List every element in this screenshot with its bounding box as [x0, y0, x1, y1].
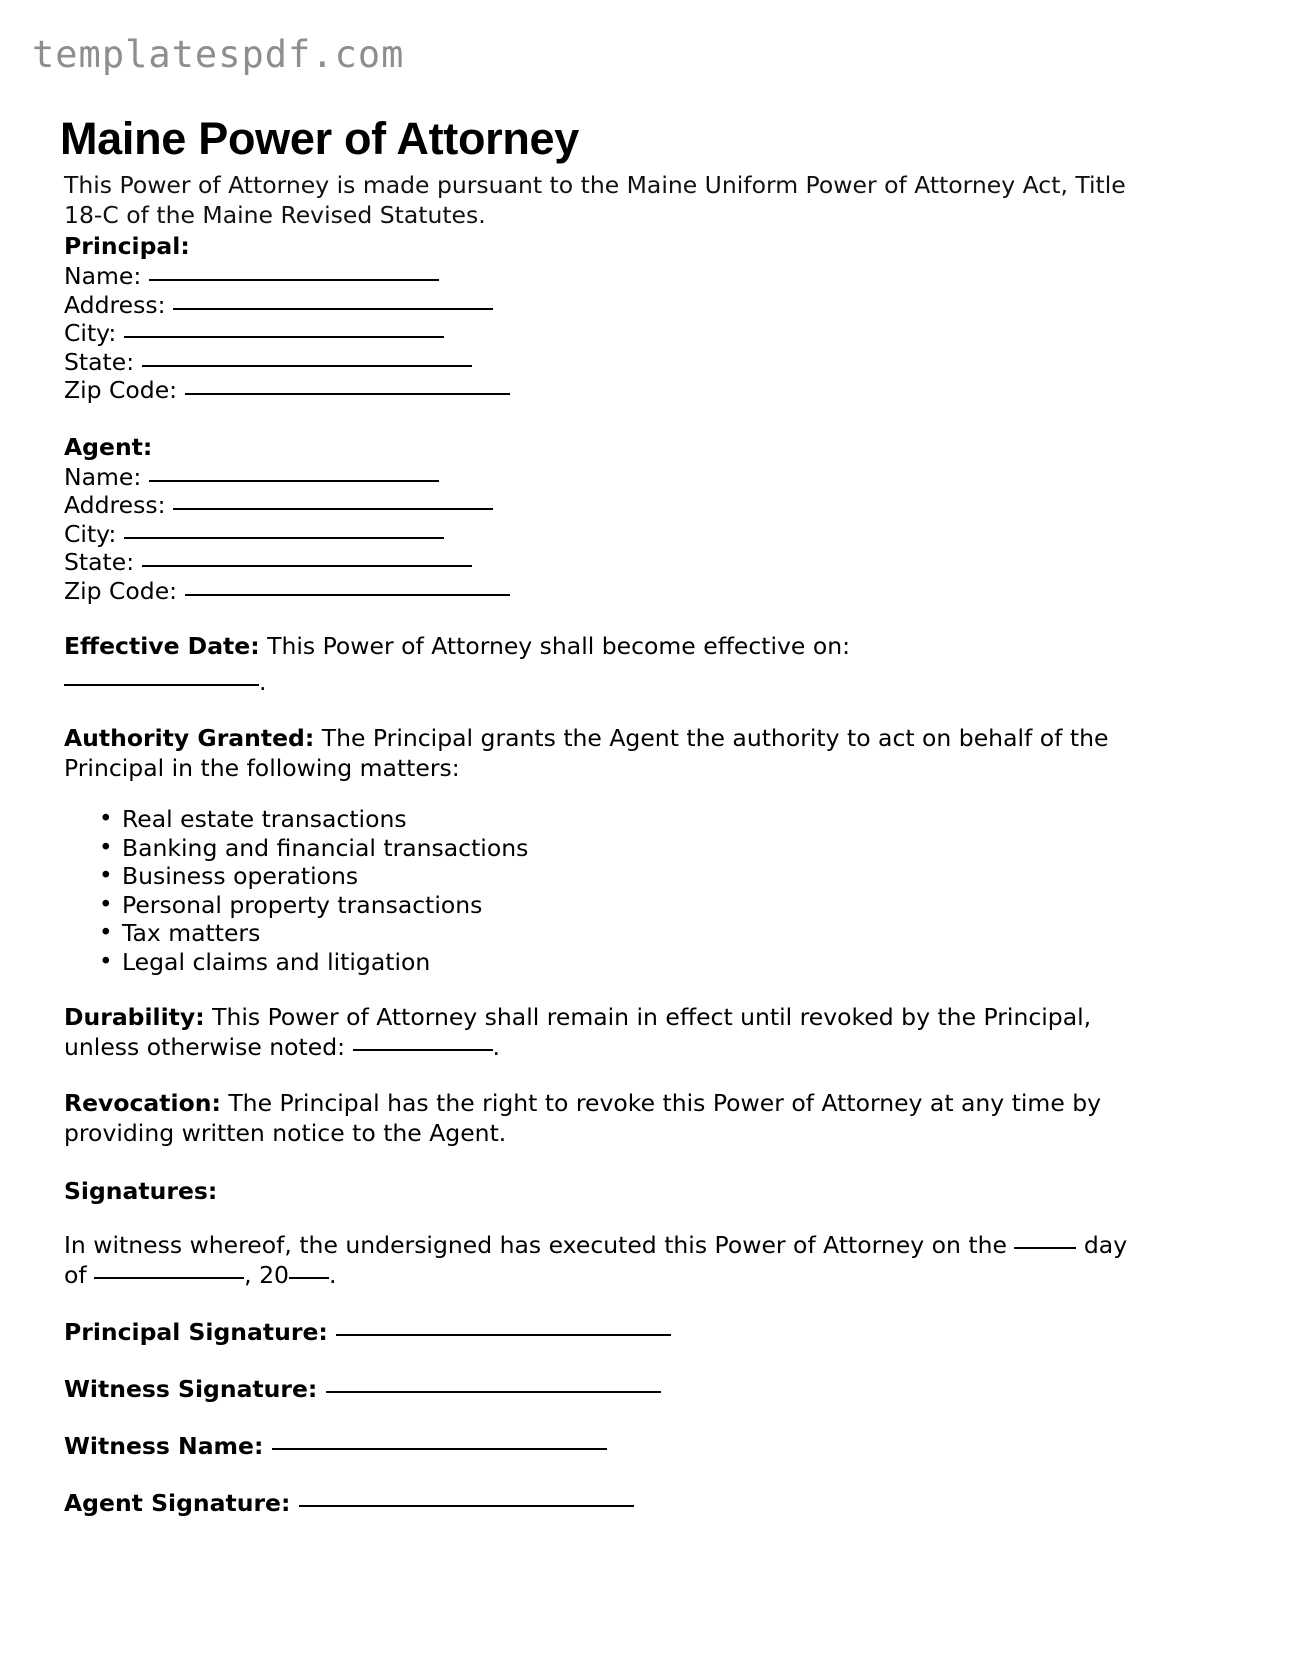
effective-date-period: .: [259, 668, 267, 696]
principal-zip-field: [64, 376, 1154, 405]
agent-state-blank[interactable]: [142, 565, 472, 567]
agent-city-blank[interactable]: [124, 537, 444, 539]
list-item: • Real estate transactions: [122, 805, 1154, 834]
witness-text-part1: In witness whereof, the undersigned has executed this Power of Attorney on the: [64, 1231, 1015, 1259]
principal-zip-blank[interactable]: [185, 393, 510, 395]
authority-matters-list: [64, 805, 1154, 976]
authority-granted-label: Authority Granted:: [64, 724, 315, 752]
witness-signature-row: [64, 1374, 1154, 1404]
field-label: Zip Code:: [64, 576, 178, 605]
agent-zip-field: [64, 577, 1154, 606]
agent-signature-row: [64, 1488, 1154, 1518]
field-label: State:: [64, 548, 135, 576]
durability-blank[interactable]: [353, 1049, 493, 1051]
agent-block: [64, 431, 1154, 606]
principal-address-blank[interactable]: [173, 308, 493, 310]
execution-year-blank[interactable]: [289, 1277, 329, 1279]
witness-statement: [64, 1230, 1154, 1290]
field-label: State:: [64, 347, 135, 376]
authority-granted-text: The Principal grants the Agent the authority to act on behalf of the Principal in the following matters:: [64, 724, 1109, 782]
list-item: • Tax matters: [122, 919, 1154, 948]
principal-signature-label: Principal Signature:: [64, 1318, 328, 1346]
effective-date-label: Effective Date:: [64, 632, 260, 660]
principal-state-field: [64, 348, 1154, 377]
document-body: [64, 170, 1154, 1518]
principal-signature-blank[interactable]: [336, 1334, 671, 1336]
witness-text-part2: day of: [64, 1231, 1128, 1289]
witness-signature-label: Witness Signature:: [64, 1375, 318, 1403]
agent-signature-blank[interactable]: [299, 1505, 634, 1507]
agent-name-blank[interactable]: [149, 480, 439, 482]
field-label: Name:: [64, 462, 142, 491]
agent-address-blank[interactable]: [173, 508, 493, 510]
field-label: Address:: [64, 491, 166, 519]
agent-state-field: [64, 548, 1154, 577]
principal-heading: Principal:: [64, 232, 190, 260]
page-title: Maine Power of Attorney: [60, 113, 579, 165]
effective-date-blank[interactable]: [64, 684, 259, 686]
signatures-heading: Signatures:: [64, 1177, 218, 1205]
witness-name-label: Witness Name:: [64, 1432, 264, 1460]
list-item: • Legal claims and litigation: [122, 948, 1154, 977]
list-item: • Personal property transactions: [122, 891, 1154, 920]
agent-name-field: [64, 463, 1154, 492]
agent-zip-blank[interactable]: [185, 594, 510, 596]
witness-name-row: [64, 1431, 1154, 1461]
principal-city-field: [64, 319, 1154, 348]
site-watermark: templatespdf.com: [32, 33, 405, 76]
field-label: City:: [64, 319, 117, 347]
agent-signature-label: Agent Signature:: [64, 1489, 291, 1517]
principal-state-blank[interactable]: [142, 365, 472, 367]
principal-signature-row: [64, 1317, 1154, 1347]
list-item: • Business operations: [122, 862, 1154, 891]
agent-heading: Agent:: [64, 432, 153, 461]
list-item: • Banking and financial transactions: [122, 834, 1154, 863]
revocation-label: Revocation:: [64, 1089, 221, 1117]
field-label: Zip Code:: [64, 376, 178, 404]
durability-text: This Power of Attorney shall remain in effect until revoked by the Principal, unless otherwise noted:: [64, 1003, 1092, 1061]
revocation-text: The Principal has the right to revoke this Power of Attorney at any time by providing written notice to the Agent.: [64, 1089, 1102, 1147]
field-label: Address:: [64, 290, 166, 319]
execution-day-blank[interactable]: [1014, 1247, 1076, 1249]
witness-name-blank[interactable]: [272, 1448, 607, 1450]
agent-city-field: [64, 520, 1154, 549]
durability-section: [64, 1002, 1154, 1062]
principal-block: [64, 230, 1154, 405]
authority-granted-section: [64, 723, 1154, 783]
witness-text-part4: .: [328, 1261, 337, 1289]
principal-name-blank[interactable]: [149, 279, 439, 281]
execution-month-blank[interactable]: [94, 1277, 244, 1279]
durability-period: .: [492, 1033, 500, 1061]
revocation-section: [64, 1088, 1154, 1148]
principal-address-field: [64, 291, 1154, 320]
witness-signature-blank[interactable]: [326, 1391, 661, 1393]
effective-date-section: [64, 631, 1154, 697]
principal-city-blank[interactable]: [124, 336, 444, 338]
intro-paragraph: This Power of Attorney is made pursuant to the Maine Uniform Power of Attorney Act, Title 18-C of the Maine Revised Statutes.: [64, 171, 1126, 229]
effective-date-text: This Power of Attorney shall become effective on:: [259, 632, 851, 660]
agent-address-field: [64, 491, 1154, 520]
witness-text-part3: , 20: [244, 1261, 289, 1289]
durability-label: Durability:: [64, 1003, 205, 1031]
field-label: Name:: [64, 262, 142, 290]
field-label: City:: [64, 519, 117, 548]
principal-name-field: [64, 262, 1154, 291]
